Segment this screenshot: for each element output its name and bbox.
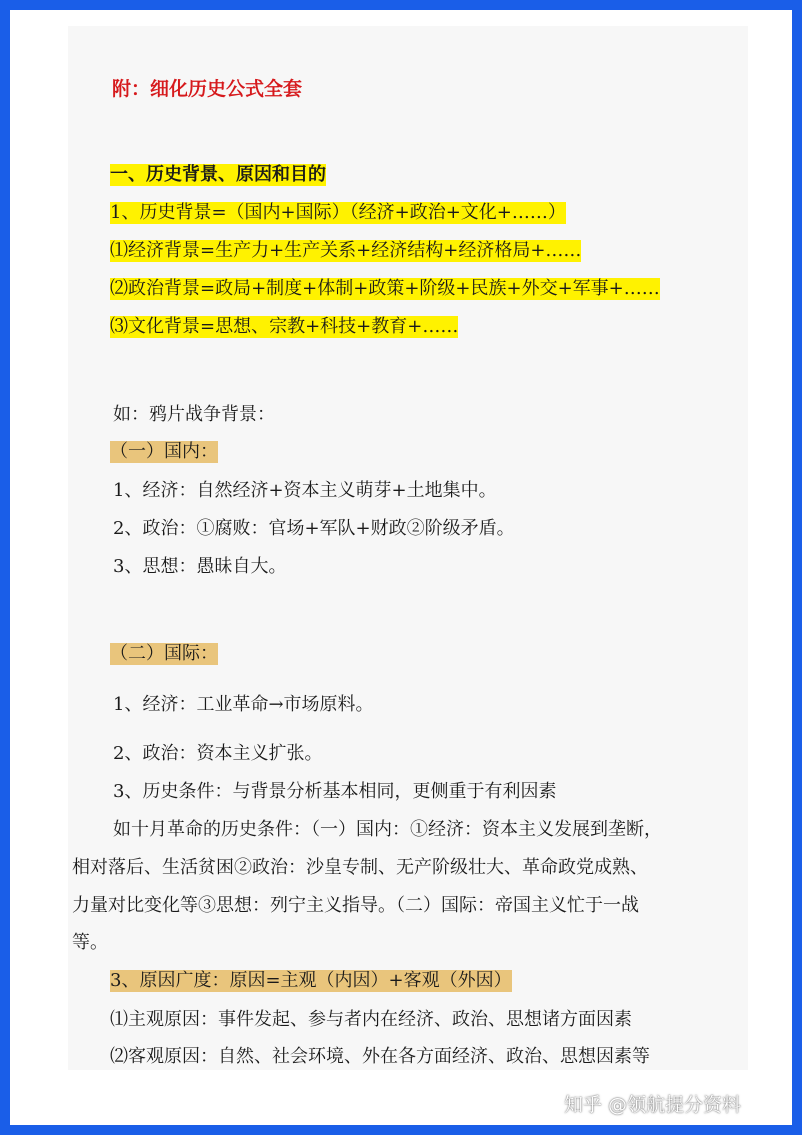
highlighted-line: ⑶文化背景=思想、宗教+科技+教育+…… <box>110 316 459 337</box>
body-line: 1、经济：工业革命→市场原料。 <box>113 694 374 715</box>
body-line: 3、思想：愚昧自大。 <box>113 556 287 577</box>
body-line: 2、政治：①腐败：官场+军队+财政②阶级矛盾。 <box>113 518 515 539</box>
body-line: 等。 <box>72 932 108 953</box>
subheading-tag: （二）国际： <box>110 643 218 664</box>
subheading-tag: （一）国内： <box>110 441 218 462</box>
body-line: 如：鸦片战争背景： <box>113 404 275 425</box>
body-line: 2、政治：资本主义扩张。 <box>113 743 323 764</box>
body-line: 如十月革命的历史条件：（一）国内：①经济：资本主义发展到垄断， <box>113 819 662 840</box>
body-line: 相对落后、生活贫困②政治：沙皇专制、无产阶级壮大、革命政党成熟、 <box>72 857 648 878</box>
body-line: 3、历史条件：与背景分析基本相同，更侧重于有利因素 <box>113 781 557 802</box>
section-heading: 一、历史背景、原因和目的 <box>110 164 326 185</box>
body-line: ⑵客观原因：自然、社会环境、外在各方面经济、政治、思想因素等 <box>110 1046 650 1067</box>
highlighted-line: ⑵政治背景=政局+制度+体制+政策+阶级+民族+外交+军事+…… <box>110 278 660 299</box>
body-line: 1、经济：自然经济+资本主义萌芽+土地集中。 <box>113 480 497 501</box>
subheading-tag: 3、原因广度：原因=主观（内因）+客观（外因） <box>110 970 512 991</box>
highlighted-line: ⑴经济背景=生产力+生产关系+经济结构+经济格局+…… <box>110 240 582 261</box>
highlighted-line: 1、历史背景=（国内+国际）（经济+政治+文化+……） <box>110 202 566 223</box>
document-title: 附：细化历史公式全套 <box>112 78 303 100</box>
body-line: 力量对比变化等③思想：列宁主义指导。（二）国际：帝国主义忙于一战 <box>72 895 639 916</box>
watermark-text: 知乎 @领航提分资料 <box>564 1094 742 1116</box>
body-line: ⑴主观原因：事件发起、参与者内在经济、政治、思想诸方面因素 <box>110 1009 632 1030</box>
